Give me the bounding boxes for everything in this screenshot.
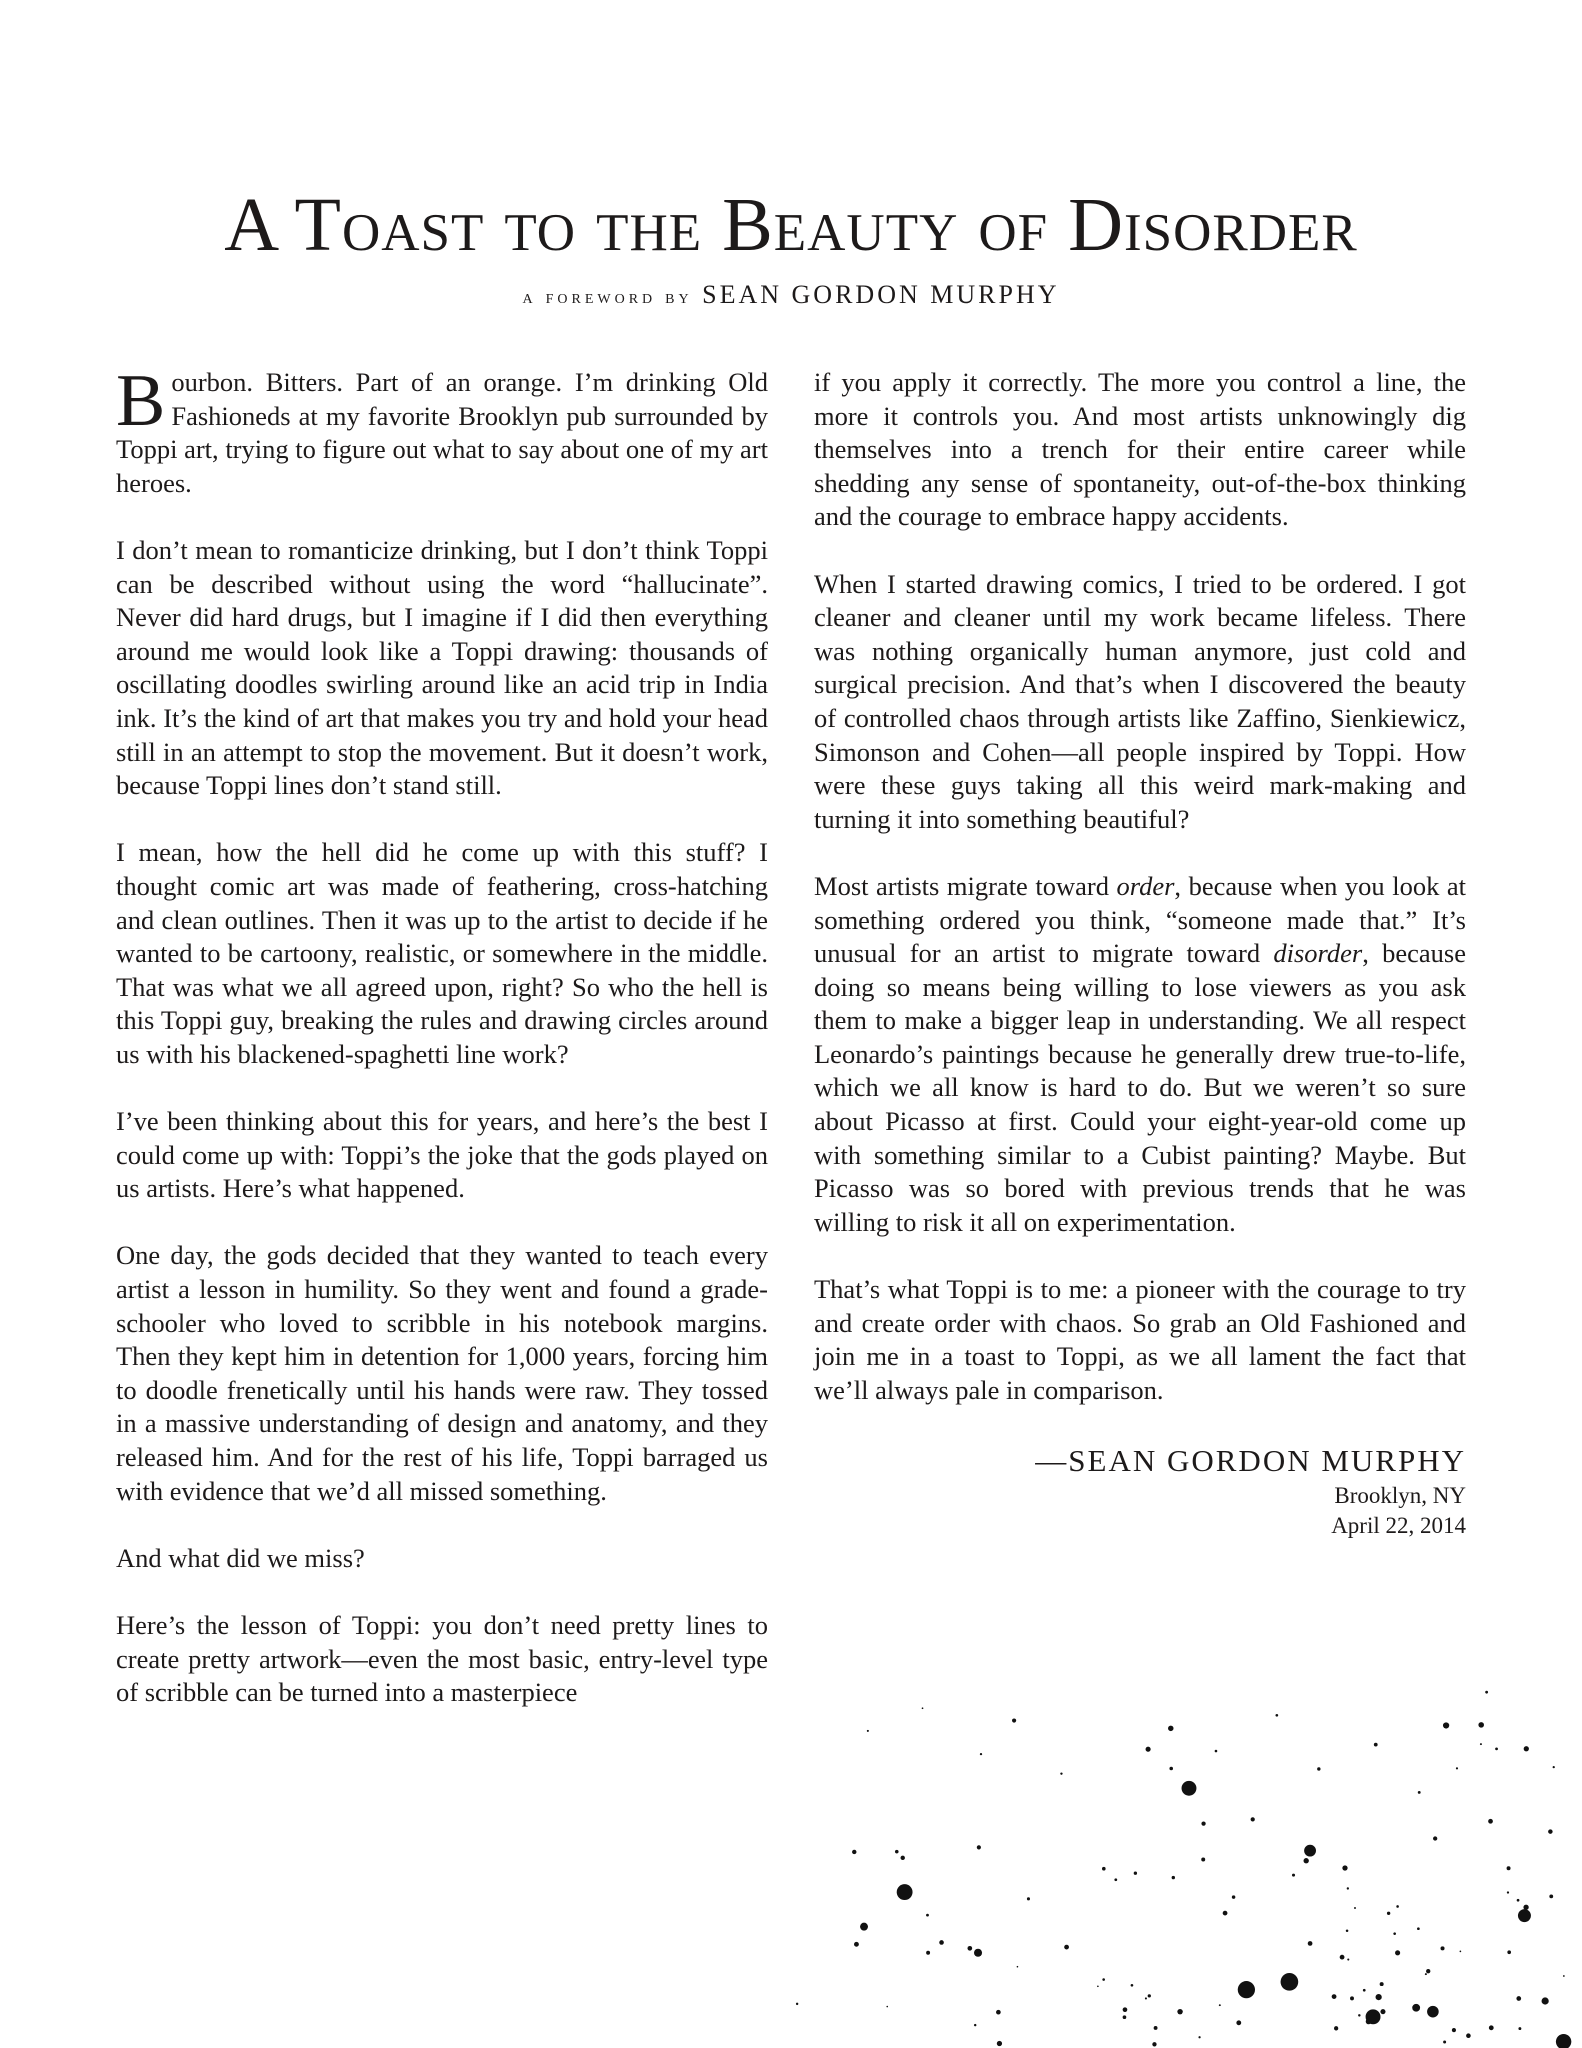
ink-dot (1347, 1958, 1349, 1960)
ink-dot (1507, 1891, 1509, 1893)
ink-dot (1495, 1747, 1498, 1750)
ink-splatter-decoration (780, 1660, 1582, 2048)
ink-dot (1017, 1966, 1019, 1968)
paragraph: And what did we miss? (116, 1542, 365, 1573)
signature-date: April 22, 2014 (1331, 1513, 1466, 1538)
drop-cap: B (116, 360, 166, 442)
ink-dot (1251, 1817, 1255, 1821)
ink-dot (1358, 2014, 1360, 2016)
ink-dot (1396, 1905, 1399, 1908)
ink-dot (1201, 1858, 1205, 1862)
ink-dot (1308, 1941, 1313, 1946)
ink-dot (1304, 1845, 1316, 1857)
ink-dot (1340, 1956, 1342, 1958)
ink-dot (1441, 1946, 1445, 1950)
ink-dot (1466, 2033, 1471, 2038)
ink-dot (1516, 1996, 1521, 2001)
ink-dot (1366, 2009, 1381, 2024)
ink-dot (1169, 1767, 1173, 1771)
ink-dot (1507, 1950, 1511, 1954)
ink-dot (997, 2041, 1002, 2046)
ink-dot (901, 1856, 905, 1860)
ink-dot (1201, 1821, 1205, 1825)
ink-dot (1317, 1767, 1320, 1770)
ink-dot (1556, 2034, 1571, 2048)
text-run: , because when you look at something ordered you think, “someone made that.” It’s unusual for an artist to migrate toward (814, 870, 1467, 969)
ink-dot (897, 1884, 913, 1900)
ink-dot (895, 1850, 899, 1854)
text-run: , because doing so means being willing to lose viewers as you ask them to make a bigger leap in understanding. We all respect Leonardo’s paintings because he generally drew true-to-life, which we all know is hard to do. But we weren’t so sure about Picasso at first. Could your eight-year-old come up with something similar to a Cubist painting? Maybe. But Picasso was so bored with previous trends that he was willing to risk it all on experimentation. (814, 938, 1466, 1237)
ink-dot (1131, 1984, 1134, 1987)
ink-dot (1350, 1996, 1354, 2000)
ink-dot (860, 1923, 868, 1931)
ink-dot (1412, 2004, 1420, 2012)
ink-dot (1146, 1747, 1151, 1752)
ink-dot (1198, 2036, 1200, 2038)
ink-dot (1223, 1911, 1228, 1916)
ink-dot (974, 1949, 982, 1957)
byline-prefix: a foreword by (522, 286, 693, 308)
ink-dot (1507, 1866, 1511, 1870)
ink-dot (1097, 1985, 1099, 1987)
paragraph: I’ve been thinking about this for years, and here’s the best I could come up with: Toppi’s the joke that the gods played on us artists. Here’s what happened. (116, 1106, 768, 1204)
ink-dot (1524, 1746, 1529, 1751)
paragraph: That’s what Toppi is to me: a pioneer with the courage to try and create order with chaos. So grab an Old Fashioned and join me in a toast to Toppi, as we all lament the fact that we’ll always pale in comparison. (814, 1274, 1466, 1405)
ink-dot (1012, 1718, 1016, 1722)
ink-dot (1354, 1907, 1356, 1909)
ink-dot (1485, 1691, 1488, 1694)
ink-dot (1292, 1874, 1295, 1877)
page-title: A Toast to the Beauty of Disorder (224, 183, 1358, 267)
ink-dot (1395, 1950, 1400, 1955)
ink-dot (1145, 1997, 1147, 1999)
byline (0, 280, 1582, 312)
paragraph: if you apply it correctly. The more you control a line, the more it controls you. And most artists unknowingly dig themselves into a trench for their entire career while shedding any sense of spontaneity, out-of-the-box thinking and the courage to embrace happy accidents. (814, 367, 1466, 532)
ink-dot (1102, 1978, 1105, 1981)
signature-block (814, 1441, 1466, 1541)
ink-dot (996, 2010, 1001, 2015)
paragraph: I don’t mean to romanticize drinking, but I don’t think Toppi can be described without using the word “hallucinate”. Never did hard drugs, but I imagine if I did then everything around me would look like a Toppi drawing: thousands of oscillating doodles swirling around like an acid trip in India ink. It’s the kind of art that makes you try and hold your head still in an attempt to stop the movement. But it doesn’t work, because Toppi lines don’t stand still. (116, 534, 768, 801)
ink-dot (867, 1730, 869, 1732)
ink-dot (1154, 2026, 1158, 2030)
ink-dot (1426, 1969, 1430, 1973)
emphasis: disorder (1273, 938, 1363, 969)
ink-dot (1152, 2042, 1156, 2046)
ink-dot (1347, 1887, 1349, 1889)
ink-dot (854, 1942, 859, 1947)
ink-dot (852, 1850, 856, 1854)
ink-dot (1488, 1819, 1493, 1824)
ink-dot (1334, 2026, 1338, 2030)
ink-dot (1427, 2006, 1439, 2018)
ink-dot (796, 2003, 798, 2005)
ink-dot (1393, 1932, 1396, 1935)
ink-dot (926, 1951, 930, 1955)
paragraph: When I started drawing comics, I tried to be ordered. I got cleaner and cleaner until my work became lifeless. There was nothing organically human anymore, just cold and surgical precision. And that’s when I discovered the beauty of controlled chaos through artists like Zaffino, Sienkiewicz, Simonson and Cohen—all people inspired by Toppi. How were these guys taking all this weird mark-making and turning it into something beautiful? (814, 568, 1466, 834)
text-run: Most artists migrate toward (814, 870, 1117, 901)
ink-dot (1489, 2025, 1494, 2030)
ink-dot (1346, 1929, 1349, 1932)
ink-dot (1553, 1766, 1555, 1768)
ink-dot (1232, 1895, 1235, 1898)
ink-dot (1518, 2027, 1521, 2030)
ink-dot (1281, 1973, 1299, 1991)
ink-dot (1542, 1997, 1549, 2004)
ink-dot (926, 1914, 929, 1917)
ink-dot (1219, 2004, 1221, 2006)
paragraph (814, 870, 1466, 1240)
paragraph-text: ourbon. Bitters. Part of an orange. I’m drinking Old Fashioneds at my favorite Brooklyn pub surrounded by Toppi art, trying to figure out what to say about one of my art heroes. (116, 367, 768, 498)
paragraph (116, 360, 768, 500)
ink-dot (1172, 1876, 1175, 1879)
paragraph: One day, the gods decided that they wanted to teach every artist a lesson in humility. So they went and found a grade-schooler who loved to scribble in his notebook margins. Then they kept him in detention for 1,000 years, forcing him to doodle frenetically until his hands were raw. They tossed in a massive understanding of design and anatomy, and they released him. And for the rest of his life, Toppi barraged us with evidence that we’d all missed something. (116, 1240, 768, 1506)
ink-dot (922, 1707, 924, 1709)
ink-dot (1549, 1894, 1553, 1898)
paragraph: Here’s the lesson of Toppi: you don’t need pretty lines to create pretty artwork—even the most basic, entry-level type of scribble can be turned into a masterpiece (116, 1609, 768, 1708)
ink-dot (1332, 1994, 1337, 1999)
ink-dot (1064, 1945, 1069, 1950)
ink-dot (1304, 1858, 1309, 1863)
ink-dot (1518, 1909, 1531, 1922)
ink-dot (1480, 1743, 1482, 1745)
ink-dot (1433, 1836, 1437, 1840)
ink-dot (1456, 1767, 1458, 1769)
ink-dot (1523, 1905, 1528, 1910)
ink-dot (1387, 1912, 1390, 1915)
ink-dot (1123, 2015, 1127, 2019)
ink-dot (1148, 1994, 1151, 1997)
ink-dot (974, 2024, 976, 2026)
ink-dot (1417, 1927, 1420, 1930)
signature-place: Brooklyn, NY (1334, 1483, 1466, 1508)
ink-dot (1275, 1714, 1278, 1717)
ink-dot (1060, 1773, 1062, 1775)
paragraph: I mean, how the hell did he come up with this stuff? I thought comic art was made of feathering, cross-hatching and clean outlines. Then it was up to the artist to decide if he wanted to be cartoony, realistic, or somewhere in the middle. That was what we all agreed upon, right? So who the hell is this Toppi guy, breaking the rules and drawing circles around us with his blackened-spaghetti line work? (116, 837, 768, 1069)
ink-dot (1168, 1726, 1173, 1731)
ink-dot (1102, 1867, 1106, 1871)
ink-dot (886, 2006, 888, 2008)
ink-dot (1123, 2007, 1128, 2012)
ink-dot (1236, 2020, 1241, 2025)
ink-dot (980, 1753, 982, 1755)
emphasis: order (1116, 870, 1175, 901)
ink-dot (1114, 1878, 1117, 1881)
ink-dot (1563, 1975, 1565, 1977)
ink-dot (1418, 1791, 1421, 1794)
ink-dot (977, 1845, 981, 1849)
ink-dot (1238, 1981, 1255, 1998)
ink-dot (939, 1940, 944, 1945)
ink-dot (967, 1946, 972, 1951)
byline-author: SEAN GORDON MURPHY (702, 280, 1060, 309)
ink-dot (1177, 2009, 1182, 2014)
signature-name: —SEAN GORDON MURPHY (1035, 1443, 1466, 1478)
ink-dot (1342, 1865, 1347, 1870)
ink-dot (1517, 1899, 1520, 1902)
ink-dot (1443, 2040, 1446, 2043)
ink-dot (1443, 1722, 1449, 1728)
ink-dot (1452, 2028, 1456, 2032)
ink-dot (1380, 1982, 1384, 1986)
ink-dot (1548, 1829, 1553, 1834)
ink-dot (1478, 1722, 1484, 1728)
ink-dot (1460, 1951, 1462, 1953)
ink-dot (1182, 1781, 1197, 1796)
ink-dot (1134, 1872, 1137, 1875)
left-column (116, 360, 768, 1743)
ink-dot (1374, 1743, 1378, 1747)
ink-dot (1425, 1973, 1427, 1975)
ink-dot (1027, 1897, 1030, 1900)
ink-dot (1380, 2009, 1385, 2014)
ink-dot (1376, 1994, 1382, 2000)
ink-dot (1363, 1989, 1366, 1992)
ink-dot (1215, 1750, 1218, 1753)
right-column (814, 366, 1466, 1541)
